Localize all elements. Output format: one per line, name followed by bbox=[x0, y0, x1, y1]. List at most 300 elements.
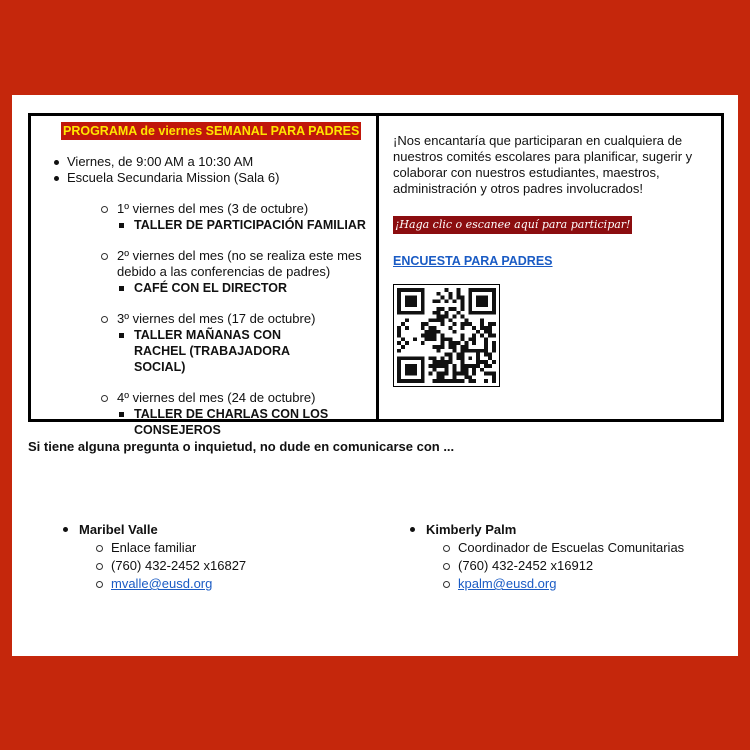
participate-column bbox=[379, 116, 721, 419]
qr-module bbox=[484, 330, 488, 334]
qr-module bbox=[409, 296, 413, 300]
qr-module bbox=[445, 379, 449, 383]
qr-module bbox=[468, 292, 472, 296]
qr-module bbox=[405, 288, 409, 292]
qr-module bbox=[492, 296, 496, 300]
qr-module bbox=[433, 330, 437, 334]
qr-module bbox=[480, 349, 484, 353]
qr-module bbox=[401, 288, 405, 292]
qr-module bbox=[484, 372, 488, 376]
hollow-bullet-icon bbox=[96, 545, 103, 552]
qr-module bbox=[452, 368, 456, 372]
qr-module bbox=[421, 292, 425, 296]
qr-module bbox=[433, 345, 437, 349]
qr-module bbox=[492, 375, 496, 379]
qr-module bbox=[456, 288, 460, 292]
qr-module bbox=[468, 349, 472, 353]
qr-module bbox=[437, 349, 441, 353]
square-bullet-icon bbox=[119, 412, 124, 417]
qr-module bbox=[409, 299, 413, 303]
qr-module bbox=[409, 379, 413, 383]
email-link[interactable]: mvalle@eusd.org bbox=[111, 576, 213, 591]
qr-module bbox=[488, 364, 492, 368]
qr-module bbox=[456, 379, 460, 383]
qr-module bbox=[488, 372, 492, 376]
qr-module bbox=[441, 364, 445, 368]
qr-module bbox=[421, 288, 425, 292]
qr-module bbox=[413, 296, 417, 300]
qr-module bbox=[441, 356, 445, 360]
square-bullet-icon bbox=[119, 286, 124, 291]
qr-module bbox=[421, 364, 425, 368]
qr-module bbox=[452, 330, 456, 334]
qr-module bbox=[413, 337, 417, 341]
qr-module bbox=[397, 341, 401, 345]
qr-module bbox=[421, 375, 425, 379]
qr-module bbox=[441, 379, 445, 383]
qr-module bbox=[409, 372, 413, 376]
qr-module bbox=[468, 299, 472, 303]
qr-module bbox=[476, 364, 480, 368]
qr-module bbox=[448, 296, 452, 300]
qr-module bbox=[429, 356, 433, 360]
qr-module bbox=[425, 334, 429, 338]
qr-module bbox=[401, 311, 405, 315]
qr-module bbox=[441, 315, 445, 319]
qr-module bbox=[417, 288, 421, 292]
hollow-bullet-icon bbox=[101, 253, 108, 260]
qr-module bbox=[484, 360, 488, 364]
contact-question: Si tiene alguna pregunta o inquietud, no dude en comunicarse con ... bbox=[28, 439, 455, 454]
qr-module bbox=[460, 334, 464, 338]
qr-module bbox=[448, 360, 452, 364]
qr-module bbox=[441, 337, 445, 341]
qr-module bbox=[441, 360, 445, 364]
qr-module bbox=[397, 288, 401, 292]
qr-module bbox=[484, 364, 488, 368]
qr-module bbox=[405, 372, 409, 376]
qr-module bbox=[456, 311, 460, 315]
session-item bbox=[101, 311, 376, 375]
qr-module bbox=[468, 288, 472, 292]
qr-module bbox=[456, 353, 460, 357]
qr-module bbox=[480, 296, 484, 300]
qr-module bbox=[472, 311, 476, 315]
contact-phone: (760) 432-2452 x16827 bbox=[96, 557, 246, 575]
hollow-bullet-icon bbox=[443, 581, 450, 588]
qr-module bbox=[460, 296, 464, 300]
qr-module bbox=[401, 379, 405, 383]
qr-module bbox=[484, 311, 488, 315]
qr-module bbox=[476, 330, 480, 334]
qr-module bbox=[464, 375, 468, 379]
qr-module bbox=[413, 368, 417, 372]
qr-module bbox=[456, 341, 460, 345]
qr-module bbox=[476, 311, 480, 315]
qr-module bbox=[397, 375, 401, 379]
qr-module bbox=[484, 379, 488, 383]
qr-module bbox=[441, 375, 445, 379]
qr-module bbox=[492, 288, 496, 292]
qr-module bbox=[476, 303, 480, 307]
qr-module bbox=[437, 375, 441, 379]
qr-module bbox=[460, 299, 464, 303]
qr-module bbox=[445, 360, 449, 364]
qr-module bbox=[468, 375, 472, 379]
qr-module bbox=[413, 364, 417, 368]
qr-module bbox=[476, 349, 480, 353]
qr-module bbox=[480, 322, 484, 326]
qr-module bbox=[401, 337, 405, 341]
qr-module bbox=[401, 322, 405, 326]
qr-module bbox=[417, 379, 421, 383]
qr-module bbox=[464, 372, 468, 376]
qr-module bbox=[488, 356, 492, 360]
qr-module bbox=[401, 345, 405, 349]
qr-module bbox=[456, 372, 460, 376]
qr-module bbox=[472, 341, 476, 345]
qr-module bbox=[397, 364, 401, 368]
qr-module bbox=[472, 326, 476, 330]
qr-module bbox=[445, 364, 449, 368]
qr-module bbox=[405, 296, 409, 300]
qr-module bbox=[409, 364, 413, 368]
qr-module bbox=[488, 330, 492, 334]
qr-module bbox=[452, 307, 456, 311]
qr-module bbox=[421, 341, 425, 345]
hollow-bullet-icon bbox=[101, 206, 108, 213]
qr-module bbox=[433, 360, 437, 364]
qr-module bbox=[445, 368, 449, 372]
qr-module bbox=[421, 326, 425, 330]
qr-module bbox=[492, 360, 496, 364]
program-box bbox=[28, 113, 724, 437]
qr-module bbox=[448, 292, 452, 296]
qr-module bbox=[445, 372, 449, 376]
contact-email bbox=[96, 575, 246, 593]
qr-module bbox=[488, 311, 492, 315]
qr-module bbox=[429, 334, 433, 338]
qr-module bbox=[472, 288, 476, 292]
qr-module bbox=[448, 353, 452, 357]
qr-module bbox=[441, 296, 445, 300]
qr-module bbox=[405, 379, 409, 383]
qr-module bbox=[433, 311, 437, 315]
hollow-bullet-icon bbox=[101, 395, 108, 402]
qr-module bbox=[409, 368, 413, 372]
qr-module bbox=[468, 322, 472, 326]
hollow-bullet-icon bbox=[443, 563, 450, 570]
qr-module bbox=[421, 299, 425, 303]
qr-module bbox=[448, 341, 452, 345]
qr-module bbox=[421, 296, 425, 300]
qr-module bbox=[456, 296, 460, 300]
qr-module bbox=[456, 292, 460, 296]
qr-module bbox=[452, 372, 456, 376]
session-when: 3º viernes del mes (17 de octubre) bbox=[117, 311, 316, 326]
qr-module bbox=[484, 299, 488, 303]
qr-module bbox=[492, 379, 496, 383]
qr-module bbox=[421, 368, 425, 372]
qr-module bbox=[433, 326, 437, 330]
qr-module bbox=[397, 307, 401, 311]
session-item bbox=[101, 390, 376, 438]
qr-module bbox=[448, 345, 452, 349]
qr-module bbox=[405, 364, 409, 368]
square-bullet-icon bbox=[119, 333, 124, 338]
qr-module bbox=[460, 360, 464, 364]
qr-module bbox=[441, 341, 445, 345]
qr-module bbox=[476, 360, 480, 364]
qr-module bbox=[413, 303, 417, 307]
contact-role: Enlace familiar bbox=[96, 539, 246, 557]
qr-module bbox=[484, 345, 488, 349]
qr-module bbox=[464, 345, 468, 349]
qr-module bbox=[397, 360, 401, 364]
square-bullet-icon bbox=[119, 223, 124, 228]
qr-module bbox=[488, 322, 492, 326]
qr-module bbox=[429, 318, 433, 322]
contact-card bbox=[63, 521, 246, 593]
qr-module bbox=[452, 364, 456, 368]
qr-module bbox=[476, 299, 480, 303]
email-link[interactable]: kpalm@eusd.org bbox=[458, 576, 557, 591]
session-title: TALLER DE PARTICIPACIÓN FAMILIAR bbox=[101, 217, 376, 233]
qr-module bbox=[460, 307, 464, 311]
qr-module bbox=[492, 349, 496, 353]
qr-module bbox=[429, 326, 433, 330]
qr-module bbox=[413, 299, 417, 303]
qr-module bbox=[413, 356, 417, 360]
qr-module bbox=[460, 345, 464, 349]
qr-module bbox=[476, 288, 480, 292]
qr-module bbox=[460, 372, 464, 376]
qr-module bbox=[433, 356, 437, 360]
qr-module bbox=[421, 360, 425, 364]
qr-module bbox=[397, 311, 401, 315]
qr-module bbox=[492, 345, 496, 349]
qr-module bbox=[429, 364, 433, 368]
qr-module bbox=[452, 375, 456, 379]
qr-module bbox=[433, 337, 437, 341]
qr-module bbox=[413, 379, 417, 383]
qr-module bbox=[437, 315, 441, 319]
hollow-bullet-icon bbox=[101, 316, 108, 323]
qr-module bbox=[472, 337, 476, 341]
qr-module bbox=[492, 303, 496, 307]
qr-module bbox=[480, 334, 484, 338]
qr-module bbox=[425, 330, 429, 334]
qr-module bbox=[476, 296, 480, 300]
qr-module bbox=[468, 356, 472, 360]
qr-module bbox=[397, 356, 401, 360]
qr-module bbox=[464, 368, 468, 372]
qr-module bbox=[437, 307, 441, 311]
qr-module bbox=[433, 364, 437, 368]
qr-module bbox=[445, 311, 449, 315]
qr-module bbox=[421, 307, 425, 311]
qr-module bbox=[448, 326, 452, 330]
qr-module bbox=[397, 368, 401, 372]
qr-module bbox=[452, 322, 456, 326]
qr-module bbox=[460, 349, 464, 353]
qr-module bbox=[405, 311, 409, 315]
qr-module bbox=[445, 288, 449, 292]
qr-module bbox=[405, 368, 409, 372]
hollow-bullet-icon bbox=[96, 581, 103, 588]
qr-module bbox=[468, 379, 472, 383]
session-title: TALLER MAÑANAS CON RACHEL (TRABAJADORA SOCIAL) bbox=[101, 327, 331, 375]
qr-module bbox=[421, 322, 425, 326]
session-list bbox=[101, 201, 376, 438]
qr-module bbox=[397, 349, 401, 353]
qr-module bbox=[484, 353, 488, 357]
qr-module bbox=[480, 299, 484, 303]
qr-module bbox=[460, 337, 464, 341]
qr-module bbox=[460, 315, 464, 319]
qr-module bbox=[456, 356, 460, 360]
hollow-bullet-icon bbox=[96, 563, 103, 570]
qr-module bbox=[437, 299, 441, 303]
qr-module bbox=[484, 303, 488, 307]
qr-module bbox=[488, 326, 492, 330]
qr-module bbox=[492, 307, 496, 311]
qr-module bbox=[421, 303, 425, 307]
qr-module bbox=[460, 364, 464, 368]
contact-details bbox=[96, 539, 246, 593]
session-when: 4º viernes del mes (24 de octubre) bbox=[117, 390, 316, 405]
qr-module bbox=[445, 315, 449, 319]
qr-module bbox=[452, 299, 456, 303]
qr-module bbox=[480, 318, 484, 322]
qr-module bbox=[441, 307, 445, 311]
qr-module bbox=[484, 349, 488, 353]
qr-module bbox=[437, 379, 441, 383]
qr-module bbox=[448, 379, 452, 383]
qr-module bbox=[484, 341, 488, 345]
qr-module bbox=[452, 345, 456, 349]
qr-module bbox=[441, 322, 445, 326]
session-item bbox=[101, 248, 376, 296]
qr-module bbox=[421, 379, 425, 383]
qr-module bbox=[492, 322, 496, 326]
qr-module bbox=[409, 356, 413, 360]
qr-module bbox=[460, 322, 464, 326]
qr-module bbox=[468, 307, 472, 311]
qr-module bbox=[429, 372, 433, 376]
qr-module bbox=[405, 303, 409, 307]
qr-module bbox=[421, 372, 425, 376]
flyer-page bbox=[12, 95, 738, 656]
qr-module bbox=[409, 311, 413, 315]
qr-module bbox=[448, 318, 452, 322]
qr-module bbox=[480, 368, 484, 372]
qr-module bbox=[480, 303, 484, 307]
qr-module bbox=[397, 303, 401, 307]
qr-module bbox=[425, 322, 429, 326]
qr-module bbox=[464, 349, 468, 353]
qr-module bbox=[441, 372, 445, 376]
qr-module bbox=[464, 322, 468, 326]
qr-module bbox=[480, 326, 484, 330]
qr-module bbox=[484, 288, 488, 292]
session-title: CAFÉ CON EL DIRECTOR bbox=[101, 280, 376, 296]
qr-module bbox=[397, 296, 401, 300]
program-time: Viernes, de 9:00 AM a 10:30 AM bbox=[51, 154, 376, 170]
qr-module bbox=[488, 353, 492, 357]
qr-module bbox=[468, 296, 472, 300]
qr-module bbox=[441, 345, 445, 349]
qr-module bbox=[480, 311, 484, 315]
program-details bbox=[51, 154, 376, 186]
qr-module bbox=[397, 326, 401, 330]
participate-intro: ¡Nos encantaría que participaran en cualquiera de nuestros comités escolares para planificar, sugerir y colaborar con nuestros estudiantes, maestros, administración y otros padres involucrados! bbox=[393, 133, 693, 196]
qr-module bbox=[437, 345, 441, 349]
qr-module bbox=[405, 318, 409, 322]
qr-module bbox=[429, 330, 433, 334]
qr-module bbox=[421, 356, 425, 360]
qr-module bbox=[460, 356, 464, 360]
qr-module bbox=[476, 356, 480, 360]
qr-module bbox=[484, 337, 488, 341]
qr-module bbox=[417, 356, 421, 360]
qr-module bbox=[468, 303, 472, 307]
qr-module bbox=[421, 311, 425, 315]
qr-module bbox=[421, 334, 425, 338]
qr-module bbox=[452, 349, 456, 353]
contact-role: Coordinador de Escuelas Comunitarias bbox=[443, 539, 684, 557]
qr-module bbox=[460, 379, 464, 383]
qr-module bbox=[472, 379, 476, 383]
session-title: TALLER DE CHARLAS CON LOS CONSEJEROS bbox=[101, 406, 331, 438]
contact-details bbox=[443, 539, 684, 593]
program-location: Escuela Secundaria Mission (Sala 6) bbox=[51, 170, 376, 186]
qr-module bbox=[480, 288, 484, 292]
qr-module bbox=[409, 288, 413, 292]
qr-module bbox=[433, 318, 437, 322]
qr-module bbox=[433, 334, 437, 338]
program-column bbox=[31, 116, 379, 437]
contact-name: Maribel Valle bbox=[63, 521, 246, 539]
qr-module bbox=[464, 318, 468, 322]
qr-module bbox=[452, 315, 456, 319]
contact-name: Kimberly Palm bbox=[410, 521, 684, 539]
contact-card bbox=[410, 521, 684, 593]
qr-module bbox=[445, 299, 449, 303]
qr-module bbox=[397, 299, 401, 303]
qr-module bbox=[472, 334, 476, 338]
qr-module bbox=[488, 288, 492, 292]
qr-module bbox=[409, 303, 413, 307]
parent-survey-link[interactable]: ENCUESTA PARA PADRES bbox=[393, 254, 553, 268]
qr-module bbox=[468, 311, 472, 315]
qr-module bbox=[452, 379, 456, 383]
qr-module bbox=[401, 356, 405, 360]
qr-module bbox=[429, 337, 433, 341]
session-when: 1º viernes del mes (3 de octubre) bbox=[117, 201, 309, 216]
participate-cta-link[interactable]: ¡Haga clic o escanee aquí para participar! bbox=[393, 216, 632, 234]
qr-module bbox=[492, 341, 496, 345]
qr-module bbox=[397, 330, 401, 334]
qr-module bbox=[460, 303, 464, 307]
qr-module bbox=[433, 368, 437, 372]
survey-qr-code[interactable] bbox=[393, 284, 500, 387]
qr-module bbox=[437, 360, 441, 364]
qr-module bbox=[464, 341, 468, 345]
qr-module bbox=[492, 311, 496, 315]
qr-module bbox=[437, 372, 441, 376]
qr-module bbox=[460, 326, 464, 330]
